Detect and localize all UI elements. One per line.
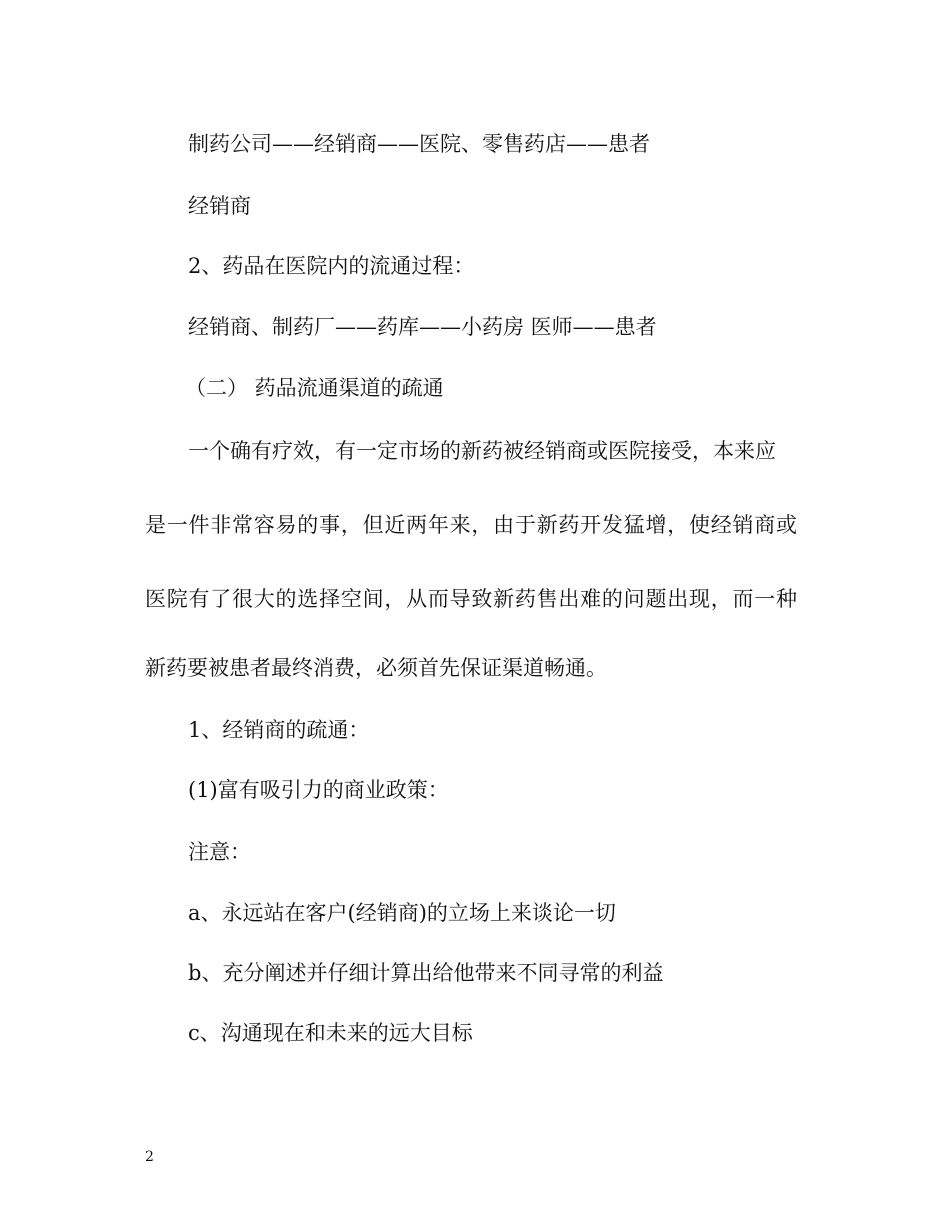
section-heading: 1、经销商的疏通： — [188, 718, 370, 742]
subsection-heading: (1)富有吸引力的商业政策： — [188, 778, 449, 802]
flow-chain-line: 经销商、制药厂——药库——小药房 医师——患者 — [188, 315, 657, 339]
paragraph-line: 是一件非常容易的事，但近两年来，由于新药开发猛增，使经销商或 — [145, 513, 797, 537]
paragraph-line: 新药要被患者最终消费，必须首先保证渠道畅通。 — [145, 656, 607, 680]
list-item: a、永远站在客户(经销商)的立场上来谈论一切 — [188, 901, 616, 925]
section-heading: （二） 药品流通渠道的疏通 — [185, 376, 444, 400]
list-item: b、充分阐述并仔细计算出给他带来不同寻常的利益 — [188, 961, 664, 985]
section-heading: 2、药品在医院内的流通过程： — [188, 254, 475, 278]
list-item: c、沟通现在和未来的远大目标 — [188, 1021, 473, 1045]
flow-chain-line: 制药公司——经销商——医院、零售药店——患者 — [188, 132, 650, 156]
paragraph-line: 一个确有疗效，有一定市场的新药被经销商或医院接受，本来应 — [188, 439, 776, 463]
note-label: 注意： — [188, 840, 251, 864]
text-line: 经销商 — [188, 194, 251, 218]
page-number: 2 — [145, 1149, 154, 1165]
paragraph-line: 医院有了很大的选择空间，从而导致新药售出难的问题出现，而一种 — [145, 587, 797, 611]
